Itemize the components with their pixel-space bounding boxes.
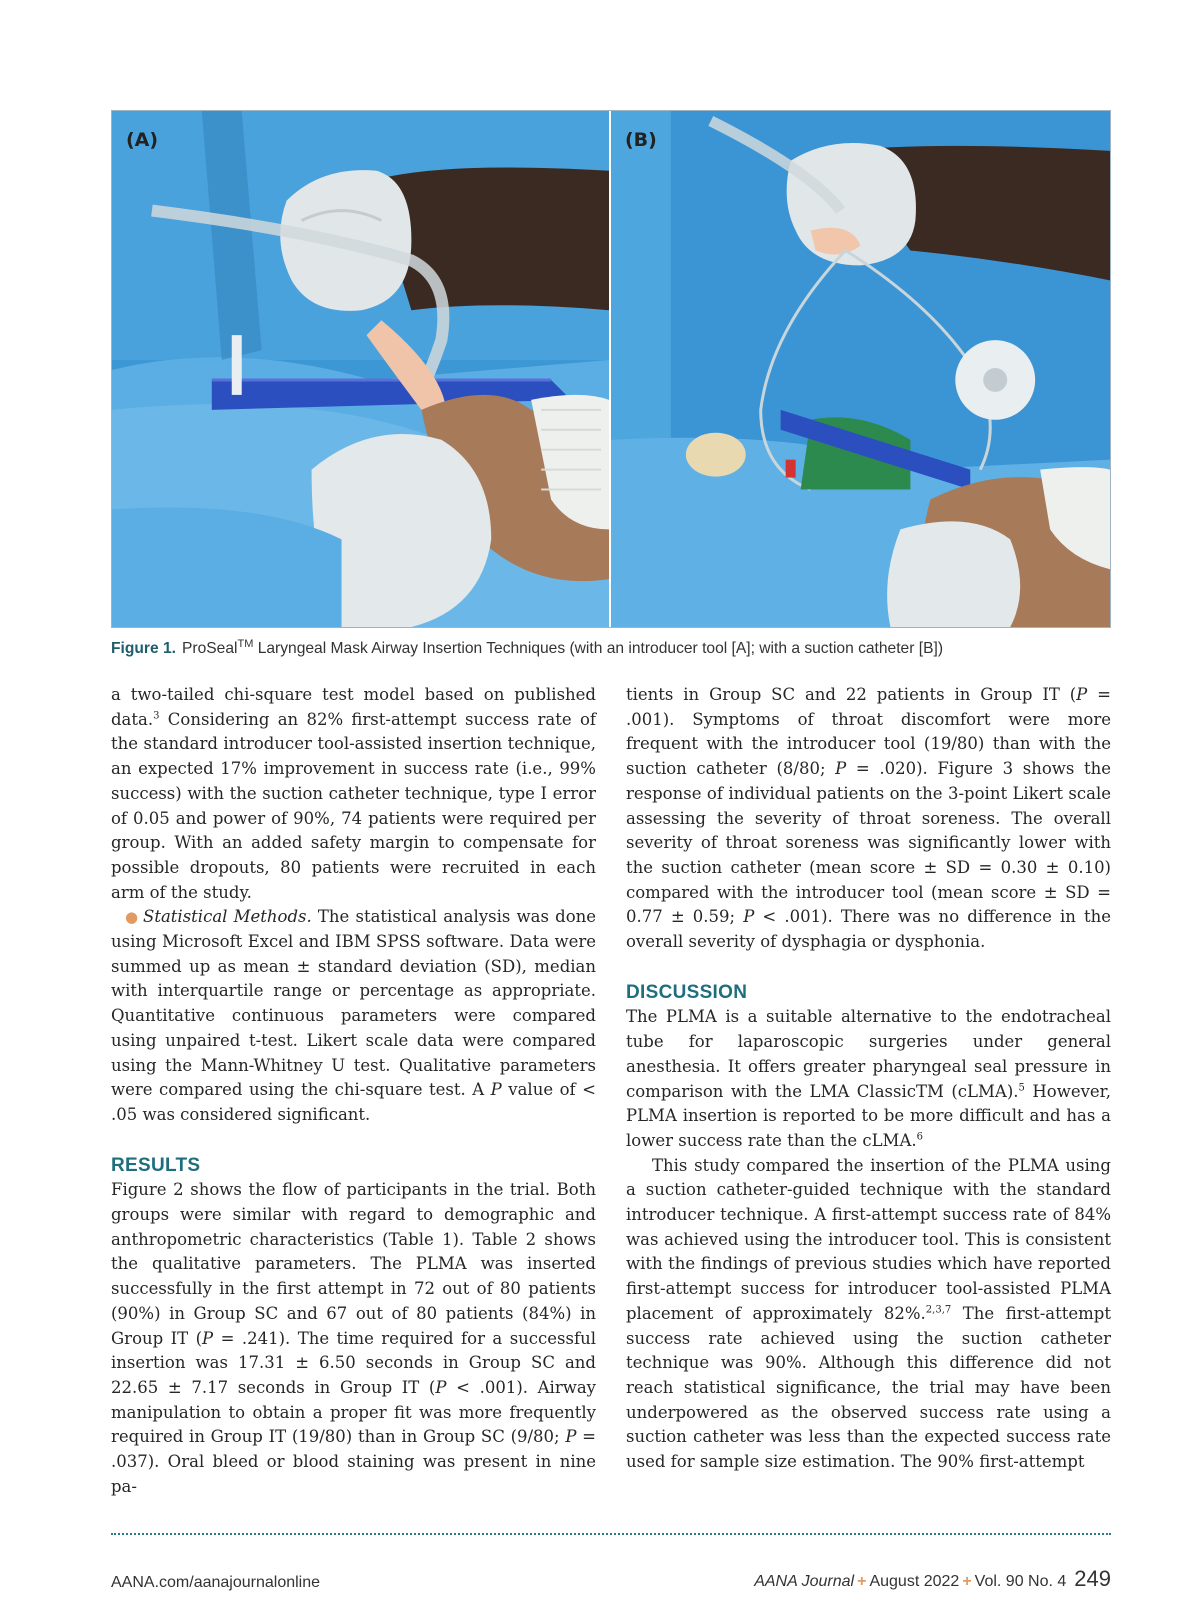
text-run: tients in Group SC and 22 patients in Group IT ( [626, 685, 1077, 704]
text-run: The first-attempt success rate achieved using the suction catheter technique was 90%. Although this difference did not reach statistical significance, the trial may have been underpowered as the observed success rate using a suction catheter was less than the expected success rate used for sample size estimation. The 90% first-attempt [626, 1303, 1112, 1472]
footer-date: August 2022 [869, 1573, 960, 1590]
panel-b-label: (B) [625, 129, 657, 151]
plus-icon: + [857, 1573, 867, 1590]
text-run: a two-tailed chi-square test model based on published data. [111, 685, 596, 729]
figure-caption-text-1: ProSeal [182, 640, 238, 658]
text-run: Considering an 82% first-attempt success rate of the standard introducer tool-assisted insertion technique, an expected 17% improvement in success rate (i.e., 99% success) with the suction catheter technique, type I error of 0.05 and power of 90%, 74 patients were required per group. With an added safety margin to compensate for possible dropouts, 80 patients were recruited in each arm of the study. [111, 709, 596, 902]
right-column [626, 683, 1111, 1475]
text-run: < .001). Airway manipulation to obtain a proper fit was more frequently required in Group IT (19/80) than in Group SC (9/80; [111, 1377, 596, 1447]
p-symbol: P [435, 1377, 447, 1397]
photo-introducer-tool [112, 111, 609, 627]
heading-discussion: DISCUSSION [626, 981, 748, 1003]
text-run: The statistical analysis was done using Microsoft Excel and IBM SPSS software. Data were summed up as mean ± standard deviation (SD), median with interquartile range or percentage as appropriate. Quantitative continuous parameters were compared using unpaired t-test. Likert scale data were compared using the Mann-Whitney U test. Qualitative parameters were compared using the chi-square test. A [111, 907, 597, 1100]
figure-1 [111, 110, 1111, 628]
text-run: Figure 2 shows the flow of participants in the trial. Both groups were similar with regard to demographic and anthropometric characteristics (Table 1). Table 2 shows the qualitative parameters. The PLMA was inserted successfully in the first attempt in 72 out of 80 patients (90%) in Group SC and 67 out of 80 patients (84%) in Group IT ( [111, 1180, 596, 1348]
plus-icon: + [962, 1573, 972, 1590]
bullet-icon: ● [125, 908, 140, 927]
figure-caption-sup: TM [237, 638, 254, 650]
heading-results: RESULTS [111, 1154, 201, 1176]
figure-caption-label: Figure 1. [111, 640, 176, 658]
text-run: < .001). There was no difference in the overall severity of dysphagia or dysphonia. [626, 907, 1111, 952]
figure-caption [111, 638, 1111, 658]
paragraph-results [111, 1178, 596, 1499]
text-run: This study compared the insertion of the PLMA using a suction catheter-guided technique with the standard introducer technique. A first-attempt success rate of 84% was achieved using the introducer tool. This is consistent with the findings of previous studies which have reported first-attempt success for introducer tool-assisted PLMA placement of approximately 82%. [626, 1155, 1111, 1323]
left-column [111, 683, 596, 1500]
reference-6: 6 [916, 1131, 923, 1143]
text-run: value of < .05 was considered significant. [111, 1080, 596, 1124]
panel-a-label: (A) [126, 129, 159, 151]
text-run: The PLMA is a suitable alternative to the endotracheal tube for laparoscopic surgeries under general anesthesia. It offers greater pharyngeal seal pressure in comparison with the LMA ClassicTM (cLMA). [626, 1007, 1111, 1101]
reference-3: 3 [153, 710, 160, 722]
footer-volume: Vol. 90 No. 4 [974, 1573, 1067, 1590]
figure-panel-a [112, 111, 609, 627]
text-run: However, PLMA insertion is reported to be more difficult and has a lower success rate than the cLMA. [626, 1081, 1111, 1150]
text-run: = .001). Symptoms of throat discomfort were more frequent with the introducer tool (19/80) than with the suction catheter (8/80; [626, 685, 1111, 779]
footer-journal-name: AANA Journal [754, 1573, 855, 1590]
footer-divider [111, 1533, 1111, 1535]
footer-journal-info [754, 1566, 1111, 1592]
paragraph-discussion-2 [626, 1154, 1111, 1475]
reference-2-3-7: 2,3,7 [925, 1304, 952, 1316]
p-symbol: P [490, 1080, 502, 1100]
paragraph-results-continued [626, 683, 1111, 955]
reference-5: 5 [1018, 1082, 1025, 1094]
p-symbol: P [1076, 685, 1088, 704]
text-run: = .241). The time required for a successful insertion was 17.31 ± 6.50 seconds in Group SC and 22.65 ± 7.17 seconds in Group IT ( [111, 1328, 596, 1397]
page-number: 249 [1074, 1566, 1111, 1591]
paragraph-discussion-1 [626, 1005, 1111, 1153]
p-symbol: P [835, 759, 847, 779]
p-symbol: P [565, 1427, 577, 1447]
footer-website-link[interactable]: AANA.com/aanajournalonline [111, 1574, 321, 1591]
text-run: = .020). Figure 3 shows the response of individual patients on the 3-point Likert scale assessing the severity of throat soreness. The overall severity of throat soreness was significantly lower with the suction catheter (mean score ± SD = 0.30 ± 0.10) compared with the introducer tool (mean score ± SD = 0.77 ± 0.59; [626, 759, 1111, 927]
p-symbol: P [202, 1328, 214, 1348]
figure-panel-b [611, 111, 1110, 627]
p-symbol: P [743, 907, 755, 927]
paragraph-sample-size [111, 683, 596, 905]
paragraph-statistical-methods [111, 905, 596, 1127]
text-run: = .037). Oral bleed or blood staining was present in nine pa- [111, 1427, 596, 1496]
subheading-statistical-methods: Statistical Methods. [143, 907, 312, 927]
photo-suction-catheter [611, 111, 1110, 627]
figure-caption-text-2: Laryngeal Mask Airway Insertion Techniques (with an introducer tool [A]; with a suction catheter [B]) [253, 640, 944, 658]
